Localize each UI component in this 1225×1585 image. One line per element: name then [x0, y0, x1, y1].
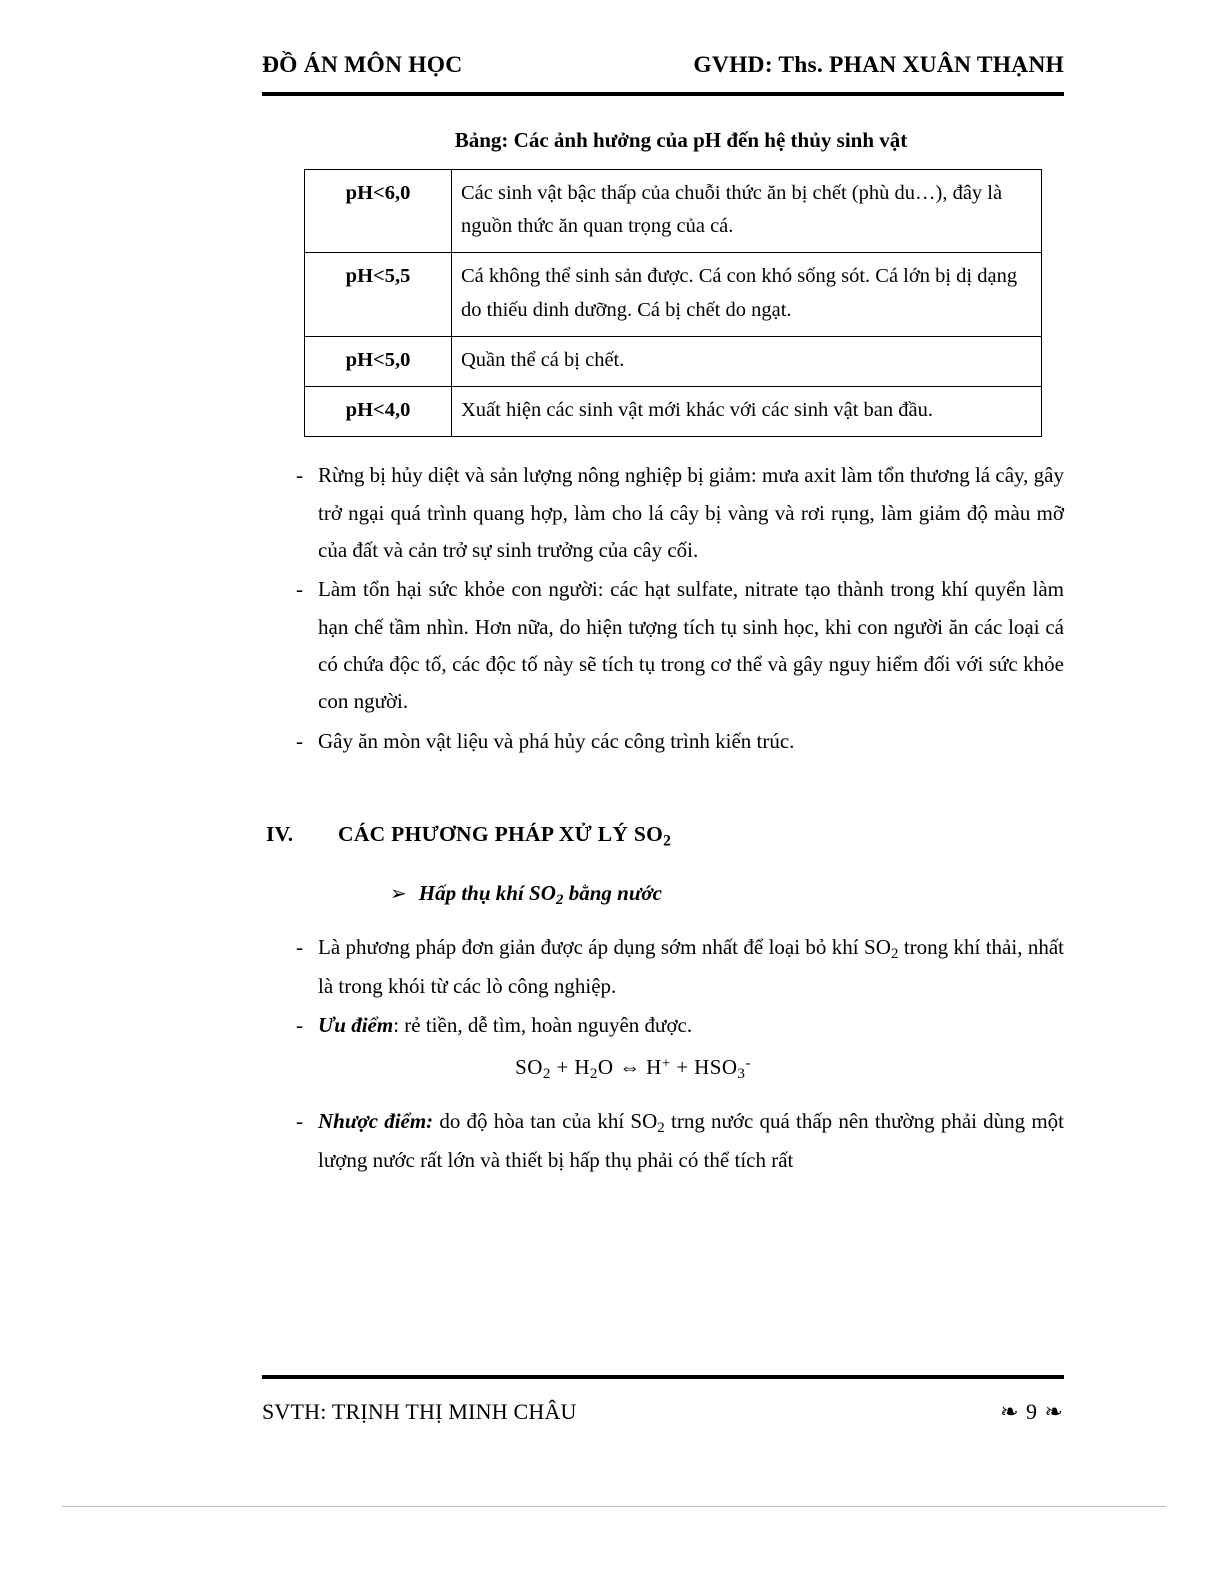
- list-item-intro: [262, 929, 1064, 1006]
- list-item-disadvantage: [262, 1103, 1064, 1180]
- formula-sub: 3: [737, 1065, 746, 1082]
- ph-effect-cell: Các sinh vật bậc thấp của chuỗi thức ăn bị chết (phù du…), đây là nguồn thức ăn quan trọng của cá.: [452, 170, 1042, 253]
- disadvantage-text-b: trng nước quá thấp nên thường phải dùng một lượng nước rất lớn và thiết bị hấp thụ phải có thể tích rất: [318, 1108, 1065, 1173]
- ph-effect-cell: Xuất hiện các sinh vật mới khác với các sinh vật ban đầu.: [452, 387, 1042, 437]
- page-header: [262, 52, 1064, 79]
- formula-superscript: +: [661, 1055, 671, 1072]
- page-bottom-rule: [62, 1506, 1166, 1507]
- formula-sub: 2: [542, 1065, 551, 1082]
- section-heading: [262, 822, 1064, 850]
- section-title-text: CÁC PHƯƠNG PHÁP XỬ LÝ SO: [338, 822, 664, 847]
- advantage-text: : rẻ tiền, dễ tìm, hoàn nguyên được.: [393, 1013, 693, 1038]
- reaction-formula: [262, 1055, 1064, 1083]
- header-right-text: GVHD: Ths. PHAN XUÂN THẠNH: [693, 52, 1064, 78]
- ph-effects-table: [304, 169, 1042, 437]
- formula-part: H: [640, 1054, 662, 1079]
- ph-effect-cell: Quần thể cá bị chết.: [452, 336, 1042, 386]
- formula-sub: 2: [589, 1065, 598, 1082]
- subsection-title-prefix: Hấp thụ khí SO: [418, 880, 556, 905]
- formula-part: + HSO: [670, 1054, 738, 1079]
- table-row: [305, 387, 1042, 437]
- footer-author: SVTH: TRỊNH THỊ MINH CHÂU: [262, 1399, 577, 1424]
- formula-part: SO: [515, 1054, 543, 1079]
- header-divider: [262, 92, 1064, 96]
- formula-part: + H: [550, 1054, 590, 1079]
- method-list: [262, 929, 1064, 1045]
- table-caption: Bảng: Các ảnh hưởng của pH đến hệ thủy sinh vật: [454, 128, 908, 152]
- subsection-title-subscript: 2: [555, 891, 564, 908]
- page-content: [262, 128, 1064, 1181]
- advantage-label: Ưu điểm: [318, 1013, 394, 1038]
- disadvantage-label: Nhược điểm:: [318, 1108, 434, 1133]
- ph-range-cell: pH<5,0: [305, 336, 452, 386]
- ph-range-cell: pH<4,0: [305, 387, 452, 437]
- page-number: ❧ 9 ❧: [1000, 1399, 1064, 1424]
- list-item: - Làm tổn hại sức khỏe con người: các hạt sulfate, nitrate tạo thành trong khí quyển làm hạn chế tầm nhìn. Hơn nữa, do hiện tượng tích tụ sinh học, khi con người ăn các loại cá có chứa độc tố, các độc tố này sẽ tích tụ trong cơ thể và gây nguy hiểm đối với sức khỏe con người.: [262, 571, 1064, 721]
- section-title-subscript: 2: [663, 832, 672, 850]
- section-title: [338, 822, 1064, 850]
- list-item: - Gây ăn mòn vật liệu và phá hủy các công trình kiến trúc.: [262, 723, 1064, 760]
- acid-rain-effects-list: [262, 457, 1064, 760]
- footer-divider: [262, 1375, 1064, 1379]
- intro-text-a: Là phương pháp đơn giản được áp dụng sớm nhất để loại bỏ khí SO: [318, 934, 891, 959]
- arrow-bullet-icon: ➢: [390, 882, 407, 905]
- ph-range-cell: pH<5,5: [305, 253, 452, 336]
- table-row: [305, 253, 1042, 336]
- disadvantage-list: [262, 1103, 1064, 1180]
- ph-range-cell: pH<6,0: [305, 170, 452, 253]
- subsection-heading: [262, 881, 1064, 909]
- disadvantage-text-a: do độ hòa tan của khí SO: [433, 1108, 658, 1133]
- header-left-text: ĐỒ ÁN MÔN HỌC: [262, 52, 463, 78]
- formula-part: O: [597, 1054, 620, 1079]
- ph-effect-cell: Cá không thể sinh sản được. Cá con khó sống sót. Cá lớn bị dị dạng do thiếu dinh dưỡng. Cá bị chết do ngạt.: [452, 253, 1042, 336]
- page-footer: [262, 1399, 1064, 1425]
- list-item: - Rừng bị hủy diệt và sản lượng nông nghiệp bị giảm: mưa axit làm tổn thương lá cây, gây trở ngại quá trình quang hợp, làm cho lá cây bị vàng và rơi rụng, làm giảm độ màu mỡ của đất và cản trở sự sinh trưởng của cây cối.: [262, 457, 1064, 569]
- intro-subscript: 2: [890, 945, 899, 962]
- list-item-advantage: [262, 1007, 1064, 1044]
- subsection-title-suffix: bằng nước: [563, 880, 662, 905]
- intro-text-b: trong khí thải, nhất là trong khói từ các lò công nghiệp.: [318, 934, 1064, 998]
- disadvantage-subscript: 2: [657, 1120, 665, 1137]
- formula-superscript: -: [745, 1055, 751, 1072]
- table-row: [305, 336, 1042, 386]
- formula-operator: ⇔: [619, 1054, 641, 1079]
- table-row: [305, 170, 1042, 253]
- section-number: IV.: [266, 822, 294, 847]
